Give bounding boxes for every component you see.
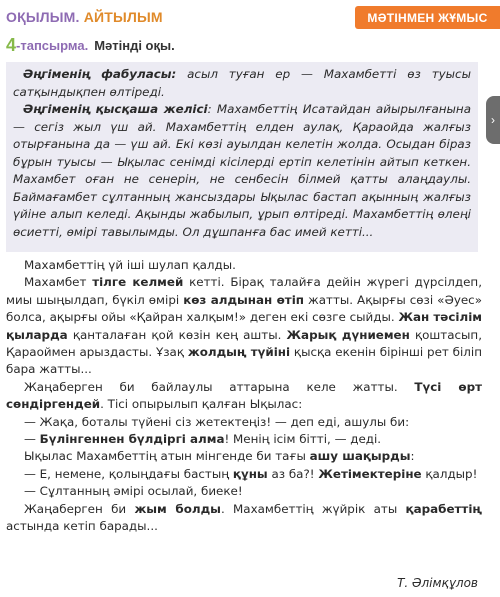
story-keyword: құны [232,466,268,481]
story-paragraph [6,274,482,378]
plot-label: Әңгіменің қысқаша желісі [23,102,208,116]
story-text-span: ! Менің ісім бітті, — деді. [224,432,382,447]
story-keyword: тілге келмей [92,275,184,290]
story-keyword: жым болды [134,501,221,516]
story-keyword: ашу шақырды [309,449,411,464]
story-text-span: — Е, немене, қолыңдағы бастың [24,466,233,481]
story-text-span: . Тісі опырылып қалған Ықылас: [100,397,303,412]
story-paragraph [6,501,482,536]
fabula-text: асыл туған ер — Махамбетті өз туысы сатқындықпен өлтіреді. [13,67,471,99]
story-text-span: Махамбет [24,275,93,290]
story-keyword: Түсі өрт сөндіргендей [6,379,482,412]
story-text-span: аз ба?! [267,466,319,481]
story-keyword: Бүлінгеннен бүлдіргі алма [39,432,225,447]
side-tab[interactable] [486,96,500,144]
story-text-span: Ықылас Махамбеттің атын мінгенде би тағы [24,449,310,464]
story-text [6,257,482,536]
story-text-span: кетті. Бірақ талайға дейін жүрегі дүрсілдеп, миы шыңылдап, бүкіл өмірі [6,275,482,307]
story-text-span: жатты. Ақырғы сөзі «Әуес» болса, ақырғы ойы «Қайран халқым!» деген екі сөзге сыйды. [6,292,482,325]
section-badge: МӘТІНМЕН ЖҰМЫС [355,6,500,29]
story-paragraph: — Жақа, боталы түйені сіз жетектеңіз! — деп еді, ашулы би: [24,414,410,429]
story-text-span: қысқа екенін бірінші рет біліп бара жатты... [6,345,482,377]
section-title-part1: ОҚЫЛЫМ. [6,9,80,25]
story-keyword: қарабеттің [405,501,483,516]
story-keyword: жолдың түйіні [187,345,291,360]
story-keyword: Жетімектеріне [318,466,422,481]
story-paragraph: — Сұлтанның әмірі осылай, биеке! [24,484,243,499]
task-number: 4 [6,35,17,55]
story-text-span: : [410,449,415,464]
story-keyword: Жан тәсілім қыларда [6,310,482,342]
story-paragraph [6,431,482,448]
story-text-span: — [24,432,40,447]
plot-paragraph [13,101,471,241]
story-keyword: көз алдынан өтіп [183,292,304,307]
story-text-span: қалдыр! [421,466,478,481]
section-title-part2: АЙТЫЛЫМ [83,9,163,25]
fabula-label: Әңгіменің фабуласы: [23,67,177,81]
story-text-span: . Махамбеттің жүйрік аты [220,501,406,516]
fabula-paragraph [13,66,471,101]
story-text-span: Жаңаберген би байлаулы аттарына келе жатты. [24,379,415,394]
story-paragraph [6,379,482,414]
story-text-span: қанталаған қой көзін кең ашты. [67,327,287,342]
summary-box [6,62,478,252]
story-keyword: Жарық дүниемен [286,327,410,342]
chevron-right-icon: › [491,113,495,127]
story-text-span: қоштасып, Қараоймен арыздасты. Ұзақ [6,327,482,360]
task-heading [6,35,175,56]
section-title [6,9,163,25]
story-paragraph [6,448,482,465]
task-word: -тапсырма. [16,38,89,53]
author-signature: Т. Әлімқұлов [397,576,478,590]
task-instruction: Мәтінді оқы. [94,38,175,53]
story-text-span: Жаңаберген би [24,501,135,516]
plot-text: : Махамбеттің Исатайдан айырылғанына — сегіз жыл үш ай. Махамбеттің елден аулақ, Қараойда жалғыз отырғанына да — үш ай. Екі көзі ауылдан келетін жолда. Осыдан біраз бұрын туысы — Ықылас сенімді кісілерді ертіп келетінін айтып кеткен. Махамбет оған не сенерін, не сенбесін білмей қатты алаңдаулы. Баймағамбет сұлтанның жансыздары Ықылас бастап ақынның жалғыз үйіне алып келеді. Ақынды жабылып, ұрып өлтіреді. Махамбеттің өлеңі өсиетті, өмірі тавылымды. Ол дұшпанға бас имей кетті... [13,102,471,239]
story-text-span: астында кетіп барады... [6,519,158,534]
story-paragraph [6,466,482,483]
story-paragraph: Махамбеттің үй іші шулап қалды. [24,258,236,272]
